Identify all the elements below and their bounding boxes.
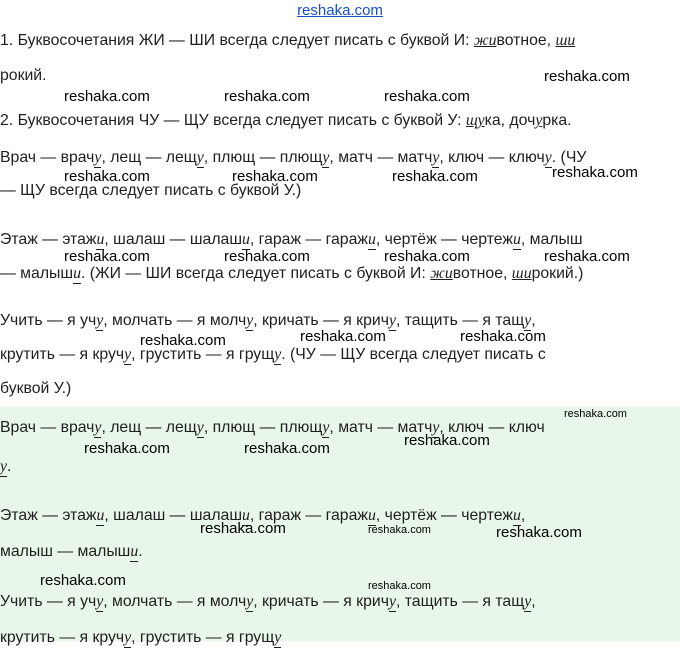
ans-text: . (7, 458, 12, 475)
rule-2-text-3: рка. (542, 112, 572, 129)
ex-text: . (ЧУ (551, 149, 587, 166)
rule-1-text: 1. Буквосочетания ЖИ — ШИ всегда следует писать с буквой И: (0, 32, 474, 49)
ex-ending: и (73, 265, 81, 282)
ans-text: Врач — врач (0, 419, 95, 436)
rule-1-line-2 (0, 66, 47, 86)
ex-text: буквой У.) (0, 380, 72, 397)
example-2-line-2 (0, 264, 583, 284)
ans-text: , лещ — лещ (101, 419, 197, 436)
ex-ending: у (96, 312, 104, 329)
ex-text: , тащить — я тащ (395, 312, 525, 329)
ex-text: , ключ — ключ (439, 149, 545, 166)
ans-text: малыш — малыш (0, 543, 131, 560)
ex-text: вотное, (452, 265, 512, 282)
rule-2-highlight-u: у (535, 112, 543, 129)
ans-ending: и (96, 507, 105, 524)
watermark: reshaka.com (496, 524, 582, 541)
ans-text: , тащить — я тащ (395, 593, 525, 610)
ex-text: . (ЖИ — ШИ всегда следует писать с буквой И: (80, 265, 431, 282)
ex-ending: у (124, 346, 132, 363)
ex-text: . (ЧУ — ЩУ всегда следует писать с (281, 346, 546, 363)
ans-ending: и (367, 507, 376, 524)
rule-2-highlight-shchu: щу (465, 112, 485, 129)
watermark: reshaka.com (384, 88, 470, 105)
ex-ending: у (524, 312, 532, 329)
site-watermark-top[interactable]: reshaka.com (297, 2, 383, 19)
ans-text: , ключ — ключ (439, 419, 545, 436)
ans-ending: у (124, 629, 132, 646)
ex-text: — малыш (0, 265, 74, 282)
ex-ending: и (242, 231, 250, 248)
ans-ending: у (246, 593, 254, 610)
ans-ending: у (94, 419, 102, 436)
ans-ending: у (274, 629, 282, 646)
ans-ending: у (432, 419, 440, 436)
rule-1-line-1 (0, 31, 575, 51)
ans-text: , (531, 593, 536, 610)
ans-text: , кричать — я крич (253, 593, 389, 610)
watermark: reshaka.com (224, 248, 310, 265)
ex-text: , кричать — я крич (253, 312, 389, 329)
ans-ending: у (524, 593, 532, 610)
ex-highlight-shi: ши (511, 265, 532, 282)
example-1-line-1 (0, 148, 586, 168)
ex-highlight-zhi: жи (430, 265, 453, 282)
ex-text: , гараж — гараж (249, 231, 368, 248)
ans-text: , молчать — я молч (103, 593, 247, 610)
ans-text: , гараж — гараж (249, 507, 368, 524)
watermark: reshaka.com (544, 68, 630, 85)
watermark: reshaka.com (392, 168, 478, 185)
rule-1-text-2: вотное, (496, 32, 556, 49)
rule-1-highlight-shi: ши (555, 32, 576, 49)
ans-ending: и (130, 543, 139, 560)
ex-text: , малыш (520, 231, 583, 248)
ex-text: Учить — я уч (0, 312, 97, 329)
answer-2-line-2 (0, 542, 143, 562)
watermark: reshaka.com (368, 524, 431, 536)
ans-text: Этаж — этаж (0, 507, 97, 524)
watermark: reshaka.com (140, 332, 226, 349)
ans-ending: у (196, 419, 204, 436)
rule-2-text-2: ка, доч (484, 112, 536, 129)
ans-ending: у (388, 593, 396, 610)
watermark: reshaka.com (40, 572, 126, 589)
ans-ending: и (512, 507, 521, 524)
rule-2-text: 2. Буквосочетания ЧУ — ЩУ всегда следует писать с буквой У: (0, 112, 466, 129)
watermark: reshaka.com (460, 328, 546, 345)
watermark: reshaka.com (300, 328, 386, 345)
ex-ending: у (388, 312, 396, 329)
watermark: reshaka.com (200, 520, 286, 537)
watermark: reshaka.com (232, 168, 318, 185)
ex-text: — ЩУ всегда следует писать с буквой У.) (0, 182, 302, 199)
rule-2-line (0, 111, 572, 131)
ex-text: , (531, 312, 536, 329)
ans-ending: у (96, 593, 104, 610)
rule-1-highlight-zhi: жи (473, 32, 497, 49)
ex-text: , молчать — я молч (103, 312, 247, 329)
answer-3-line-1 (0, 592, 536, 612)
ex-text: , плющ — плющ (203, 149, 323, 166)
ans-text: , (520, 507, 526, 524)
example-3-line-3 (0, 379, 71, 399)
ex-ending: и (367, 231, 376, 248)
ex-ending: у (196, 149, 204, 166)
watermark: reshaka.com (368, 580, 431, 592)
ex-ending: и (96, 231, 105, 248)
ex-ending: у (94, 149, 102, 166)
rule-1-text-3: рокий. (0, 67, 47, 84)
example-3-line-1 (0, 311, 536, 331)
watermark: reshaka.com (84, 440, 170, 457)
ans-text: крутить — я круч (0, 629, 125, 646)
ex-text: рокий.) (531, 265, 584, 282)
ex-text: Врач — врач (0, 149, 95, 166)
ans-text: Учить — я уч (0, 593, 97, 610)
example-2-line-1 (0, 230, 583, 250)
ex-text: крутить — я круч (0, 346, 125, 363)
ans-ending: и (242, 507, 250, 524)
watermark: reshaka.com (564, 408, 627, 420)
ans-text: , шалаш — шалаш (104, 507, 242, 524)
example-3-line-2 (0, 345, 546, 365)
watermark: reshaka.com (64, 248, 150, 265)
answer-3-line-2 (0, 628, 281, 648)
ans-text: . (138, 543, 143, 560)
ex-ending: у (246, 312, 254, 329)
ex-ending: у (274, 346, 282, 363)
ex-text: , грустить — я грущ (131, 346, 275, 363)
watermark: reshaka.com (64, 88, 150, 105)
ex-ending: и (512, 231, 521, 248)
watermark: reshaka.com (552, 164, 638, 181)
watermark: reshaka.com (224, 88, 310, 105)
ans-text: , грустить — я грущ (131, 629, 275, 646)
watermark: reshaka.com (384, 248, 470, 265)
watermark: reshaka.com (404, 432, 490, 449)
watermark: reshaka.com (64, 168, 150, 185)
ex-ending: у (322, 149, 330, 166)
ex-text: , матч — матч (329, 149, 433, 166)
ans-ending: у (322, 419, 330, 436)
ans-ending: у (0, 458, 8, 475)
watermark: reshaka.com (244, 440, 330, 457)
watermark: reshaka.com (544, 248, 630, 265)
answer-1-line-2 (0, 457, 11, 477)
ex-ending: у (544, 149, 552, 166)
ans-text: , плющ — плющ (203, 419, 323, 436)
ex-text: , лещ — лещ (101, 149, 197, 166)
ex-text: Этаж — этаж (0, 231, 97, 248)
ex-ending: у (432, 149, 440, 166)
ans-text: , матч — матч (329, 419, 433, 436)
ans-text: , чертёж — чертеж (375, 507, 513, 524)
ex-text: , шалаш — шалаш (104, 231, 242, 248)
ex-text: , чертёж — чертеж (375, 231, 513, 248)
